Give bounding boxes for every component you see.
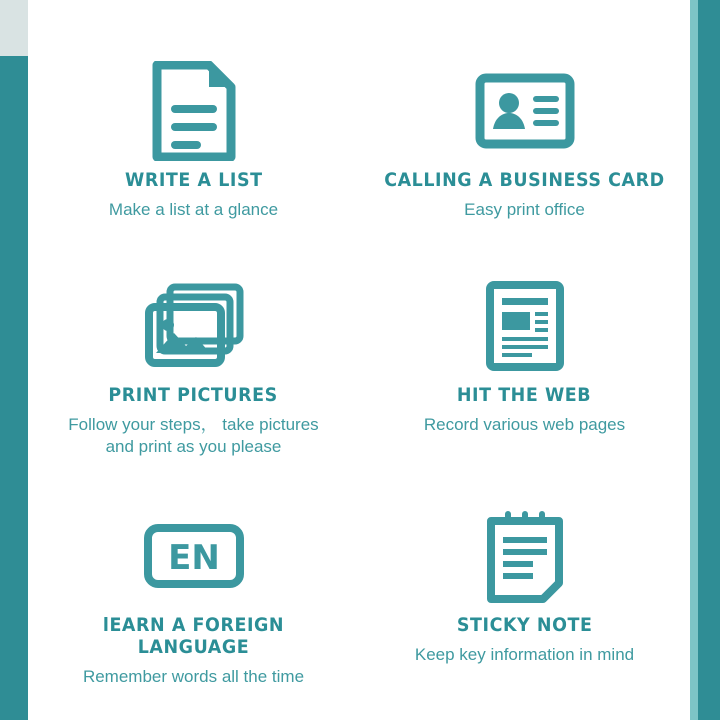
sticky-note-icon <box>485 503 565 608</box>
feature-item-write-a-list[interactable] <box>28 58 359 273</box>
feature-description-line1: Keep key information in mind <box>414 645 635 664</box>
feature-description-line1: Make a list at a glance <box>108 200 279 219</box>
feature-item-print-pictures[interactable] <box>28 273 359 503</box>
feature-description <box>68 414 318 458</box>
feature-description <box>83 666 304 688</box>
business-card-icon <box>475 58 575 163</box>
feature-item-calling-a-business-card[interactable] <box>359 58 690 273</box>
feature-title: WRITE A LIST <box>124 169 263 191</box>
feature-description-line1: Record various web pages <box>423 415 626 434</box>
left-edge-band <box>0 56 28 720</box>
feature-title: PRINT PICTURES <box>108 384 279 406</box>
feature-card <box>28 0 690 720</box>
feature-description <box>109 199 278 221</box>
feature-description-line1: Remember words all the time <box>82 667 305 686</box>
feature-title: lEARN A FOREIGN LANGUAGE <box>102 614 285 658</box>
feature-description <box>424 414 625 436</box>
feature-description <box>464 199 585 221</box>
feature-item-learn-a-foreign-language[interactable] <box>28 503 359 718</box>
feature-item-hit-the-web[interactable] <box>359 273 690 503</box>
feature-title: STICKY NOTE <box>456 614 593 636</box>
web-page-icon <box>485 273 565 378</box>
feature-description <box>415 644 634 666</box>
pictures-stack-icon <box>144 273 244 378</box>
english-language-icon <box>144 503 244 608</box>
feature-title: HIT THE WEB <box>457 384 592 406</box>
feature-description-line2: and print as you please <box>105 437 282 456</box>
feature-title: CALLING A BUSINESS CARD <box>384 169 665 191</box>
feature-grid <box>28 58 690 718</box>
svg-text:EN: EN <box>167 537 220 578</box>
right-edge-band <box>698 0 720 720</box>
feature-description-line1: Follow your steps， take pictures <box>68 415 319 434</box>
document-list-icon <box>151 58 237 163</box>
right-edge-inner-band <box>690 0 698 720</box>
feature-description-line1: Easy print office <box>464 200 585 219</box>
feature-item-sticky-note[interactable] <box>359 503 690 718</box>
left-edge-highlight <box>0 0 28 56</box>
